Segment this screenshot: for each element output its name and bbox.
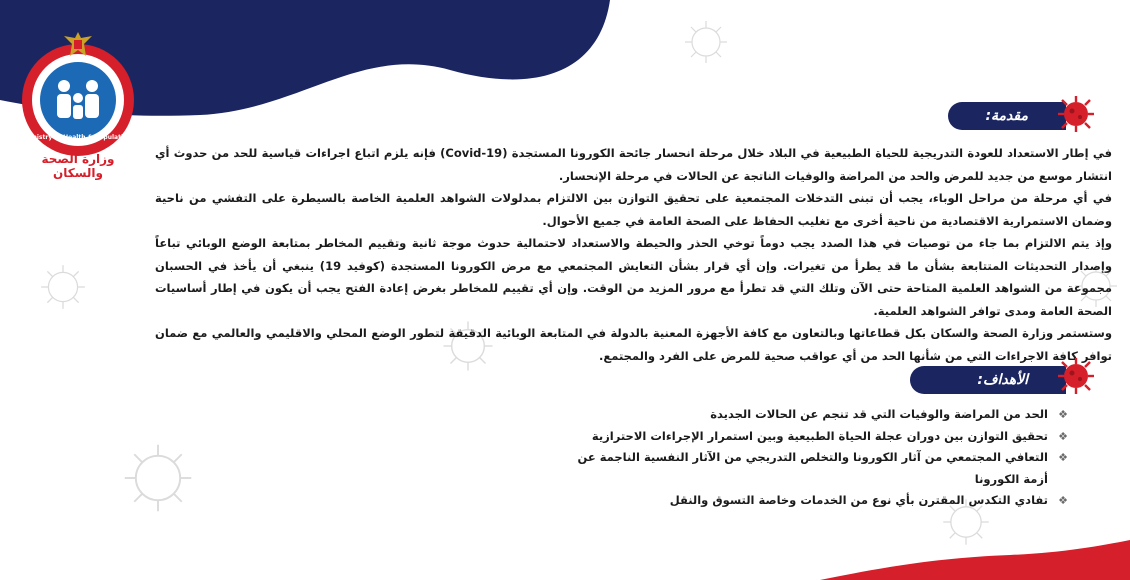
diamond-bullet-icon: ❖ [1058,429,1068,443]
diamond-bullet-icon: ❖ [1058,451,1068,464]
goal-item [550,404,1070,426]
goal-text: الحد من المراضة والوفيات التي قد تنجم عن الحالات الجديدة [710,407,1048,421]
background-virus-icon [120,440,196,516]
eagle-emblem-icon [62,30,94,60]
diamond-bullet-icon: ❖ [1058,408,1068,421]
intro-paragraph: في إطار الاستعداد للعودة التدريجية للحياة الطبيعية في البلاد خلال مرحلة انحسار جائحة الكورونا المستجدة (Covid-19) فإنه يلزم اتباع اجراءات قياسية للحد من حدوث أي انتشار موسع من جديد للمرض والحد من المراضة والوفيات الناتجة عن الحالات في مرحلة الإنحسار. [155,146,1113,183]
virus-icon [1056,356,1096,396]
goal-item [550,447,1070,490]
intro-paragraph: وإذ يتم الالتزام بما جاء من توصيات في هذا الصدد يجب دوماً توخي الحذر والحيطة والاستعداد لاحتمالية حدوث موجة ثانية وتقييم المخاطر بمتابعة الوضع الوبائي تباعاً وإصدار التحديثات المتتابعة بشأن ما قد يطرأ من تغيرات. وإن أي قرار بشأن التعايش المجتمعي مع مرض الكورونا المستجدة (كوفيد 19) ينبغي أن يأخذ في الحسبان مجموعة من الشواهد العلمية المتاحة حتى الآن وتلك التي قد تطرأ مع مرور المزيد من الوقت. وإن أي تقييم للمخاطر بغرض إعادة الفتح يجب أن يكون في إطار أساسيات الصحة العامة ومدى توافر الشواهد العلمية. [155,236,1112,318]
goal-item [550,490,1070,512]
goals-list [550,404,1070,512]
intro-paragraph: في أي مرحلة من مراحل الوباء، يجب أن تبنى التدخلات المجتمعية على تحقيق التوازن بين الالتزام بمدلولات الشواهد العلمية الخاصة بالسيطرة على التفشي من ناحية وضمان الاستمرارية الاقتصادية من ناحية أخرى مع تغليب الحفاظ على الصحة العامة في جميع الأحوال. [155,191,1112,228]
goals-heading: الأهداف: [910,366,1066,394]
logo-arabic-name: وزارة الصحة والسكان [41,152,115,180]
intro-heading: مقدمة: [948,102,1066,130]
intro-paragraph: وستستمر وزارة الصحة والسكان بكل قطاعاتها وبالتعاون مع كافة الأجهزة المعنية بالدولة في المتابعة الوبائية الدقيقة لتطور الوضع المحلي والاقليمي والعالمي مع ضمان توافر كافة الاجراءات التي من شأنها الحد من أي عواقب صحية للمرض على الفرد والمجتمع. [155,326,1112,363]
intro-body [155,142,1112,367]
logo-english-name: Ministry of Health & Population [24,134,132,141]
diamond-bullet-icon: ❖ [1058,494,1068,507]
goal-item [550,426,1070,448]
family-icon [48,74,108,126]
virus-icon [1056,94,1096,134]
goal-text: تفادي التكدس المقترن بأي نوع من الخدمات وخاصة التسوق والنقل [669,493,1048,507]
background-virus-icon [38,262,88,312]
goal-text: التعافي المجتمعي من آثار الكورونا والتخلص التدريجي من الآثار النفسية الناجمة عن أزمة الكورونا [577,450,1048,486]
background-virus-icon [682,18,730,66]
ministry-logo [18,30,138,180]
goal-text: تحقيق التوازن بين دوران عجلة الحياة الطبيعية وبين استمرار الإجراءات الاحترازية [591,428,1048,443]
